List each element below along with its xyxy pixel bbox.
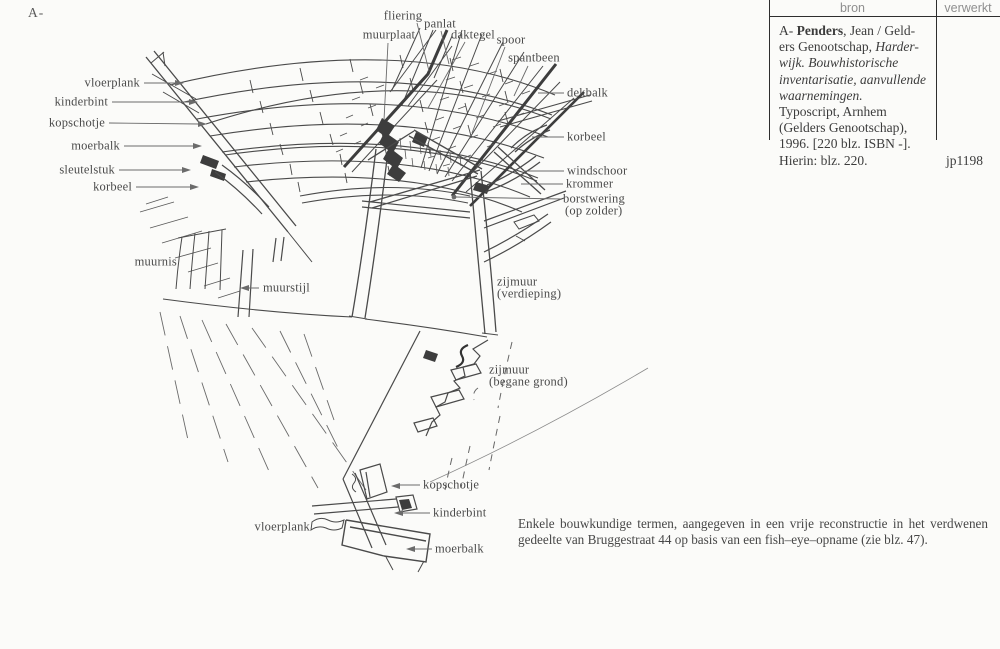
- ceiling-plank-ticks: [250, 55, 508, 192]
- muurnis-strokes: [176, 229, 226, 290]
- reference-line: 1996. [220 blz. ISBN -].: [779, 136, 911, 152]
- ceiling-beam-arcs: [170, 60, 555, 212]
- bottom-beam-assembly: [311, 464, 430, 572]
- figure-caption: [518, 516, 988, 548]
- label-daktegel: daktegel: [451, 27, 495, 42]
- label-muurnis: muurnis: [134, 254, 177, 269]
- label-moerbalk-upper: moerbalk: [71, 138, 120, 153]
- floorboard-lines: [160, 312, 366, 490]
- label-windschoor: windschoor: [567, 163, 628, 178]
- label-op-zolder: (op zolder): [565, 203, 623, 218]
- label-kopschotje-lower: kopschotje: [423, 477, 480, 492]
- muurstijl-post: [238, 237, 284, 317]
- label-vloerplank-lower: vloerplank: [254, 519, 310, 534]
- label-korbeel-right: korbeel: [567, 129, 606, 144]
- label-begane-grond: (begane grond): [489, 374, 568, 389]
- reference-entry: [779, 23, 926, 169]
- table-border-left: [769, 0, 770, 140]
- page-corner-mark: A-: [28, 5, 45, 20]
- label-zijmuur-verdieping: zijmuur: [497, 274, 538, 289]
- reference-line: A- Penders, Jean / Geld-: [779, 23, 916, 38]
- broken-wall-section: [343, 331, 488, 479]
- reference-line: ers Genootschap, Harder-: [779, 39, 919, 55]
- caption-line-1: Enkele bouwkundige termen, aangegeven in een vrije reconstructie in het verdwenen: [518, 516, 988, 531]
- label-moerbalk-lower: moerbalk: [435, 541, 484, 556]
- label-spoor: spoor: [496, 32, 526, 47]
- reference-line: waarnemingen.: [779, 87, 863, 103]
- column-header-bron: bron: [839, 1, 866, 15]
- label-muurstijl: muurstijl: [263, 280, 310, 295]
- label-vloerplank-upper: vloerplank: [84, 75, 140, 90]
- label-zijmuur-begane-grond: zijmuur: [489, 362, 530, 377]
- label-krommer: krommer: [566, 176, 614, 191]
- reference-line: (Gelders Genootschap),: [779, 120, 908, 136]
- table-header-rule: [769, 16, 1000, 17]
- label-kopschotje-upper: kopschotje: [48, 115, 105, 130]
- table-border-middle: [936, 0, 937, 140]
- label-kinderbint-lower: kinderbint: [433, 505, 487, 520]
- label-spantbeen: spantbeen: [508, 50, 560, 65]
- label-verdieping: (verdieping): [497, 286, 562, 301]
- reference-line: inventarisatie, aanvullende: [779, 71, 926, 87]
- floor-edge: [163, 299, 487, 337]
- label-dekbalk: dekbalk: [567, 85, 608, 100]
- label-kinderbint-upper: kinderbint: [54, 94, 108, 109]
- label-korbeel-left: korbeel: [93, 179, 132, 194]
- label-fliering: fliering: [383, 8, 423, 23]
- reference-line: wijk. Bouwhistorische: [779, 55, 899, 71]
- reference-line: Typoscript, Arnhem: [779, 104, 887, 120]
- reference-code: jp1198: [946, 153, 983, 168]
- caption-line-2: gedeelte van Bruggestraat 44 op basis van een fish–eye–opname (zie blz. 47).: [518, 531, 928, 547]
- column-header-verwerkt: verwerkt: [944, 1, 992, 15]
- label-sleutelstuk: sleutelstuk: [59, 162, 115, 177]
- label-panlat: panlat: [424, 16, 456, 31]
- label-borstwering: borstwering: [563, 191, 625, 206]
- reference-line: Hierin: blz. 220.: [779, 152, 868, 168]
- label-muurplaat: muurplaat: [362, 27, 416, 42]
